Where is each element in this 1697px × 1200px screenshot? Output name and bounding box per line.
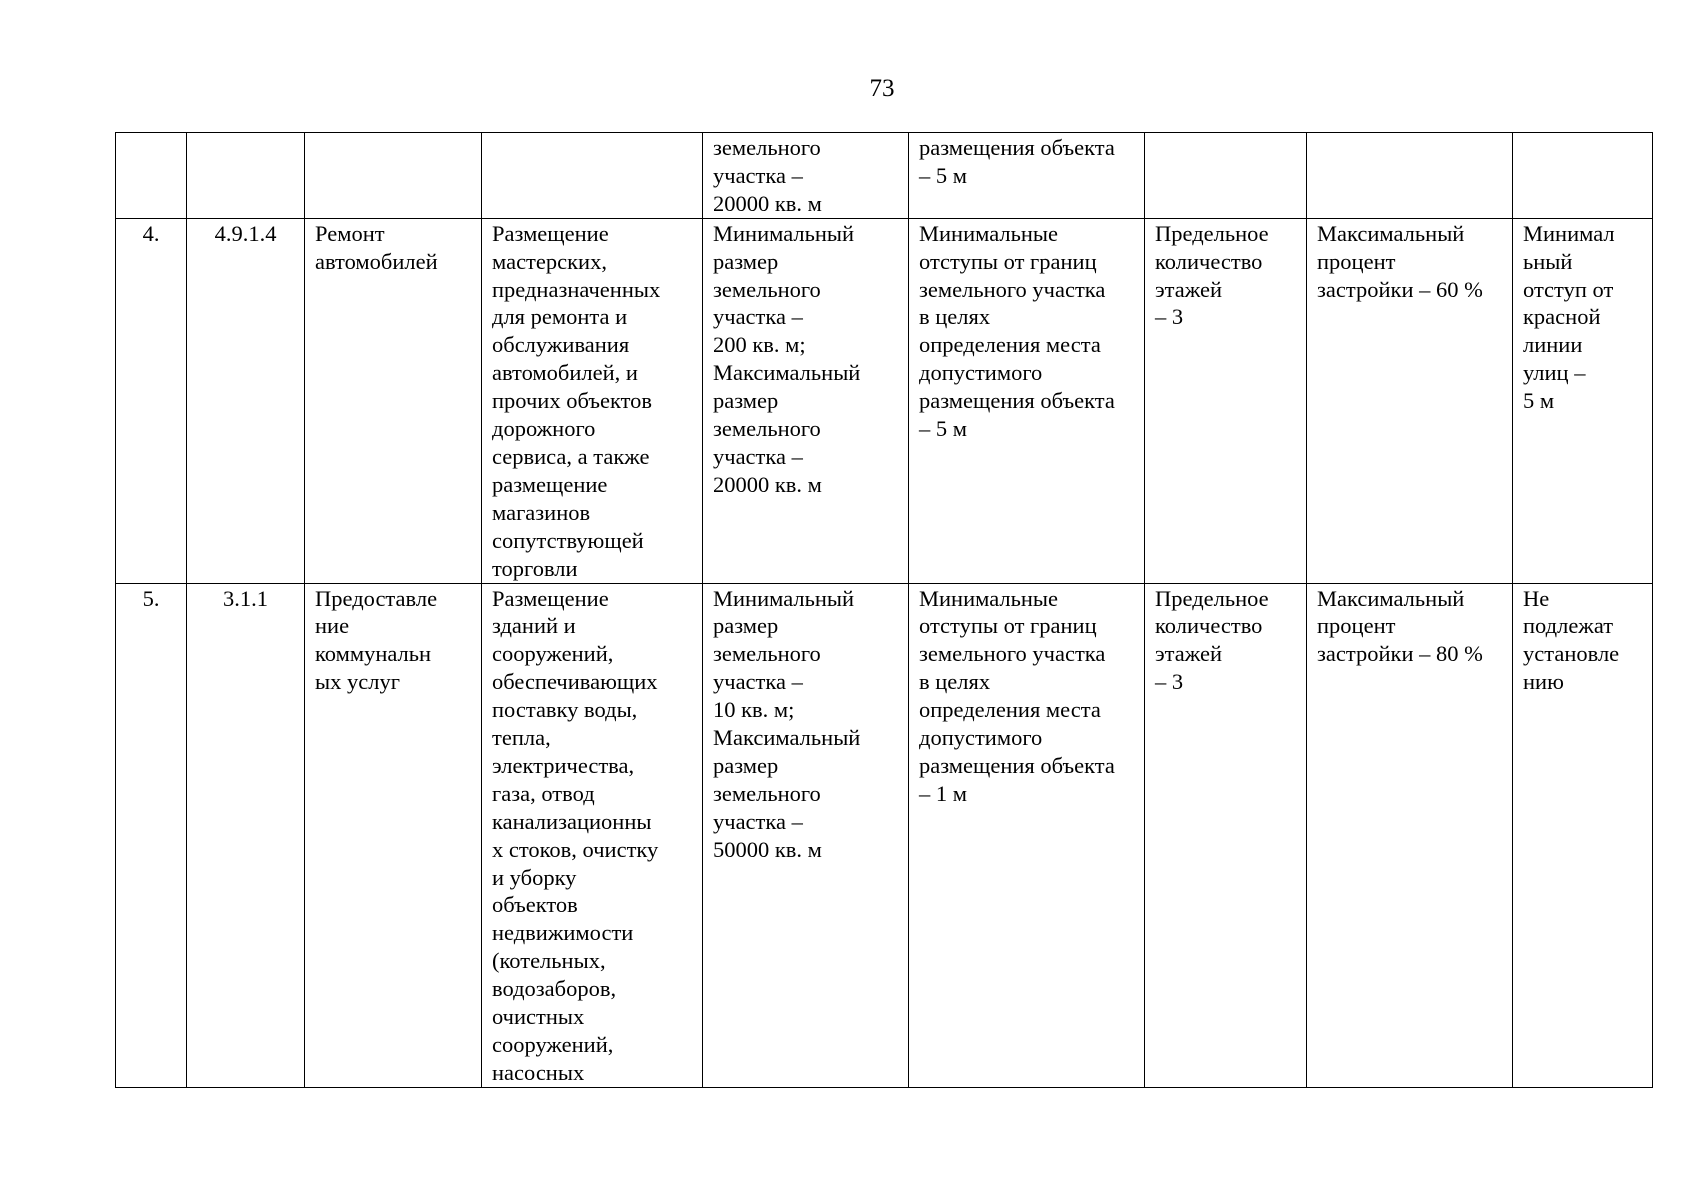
page-number: 73	[869, 75, 895, 102]
plot-size-cell: Минимальный размер земельного участка – 10 кв. м; Максимальный размер земельного участка – 50000 кв. м	[703, 583, 909, 1087]
table-row	[116, 133, 1653, 219]
extra-cell: Не подлежат установле нию	[1513, 583, 1653, 1087]
use-description-cell: Размещение мастерских, предназначенных для ремонта и обслуживания автомобилей, и прочих объектов дорожного сервиса, а также размещение магазинов сопутствующей торговли	[482, 218, 703, 583]
coverage-cell: Максимальный процент застройки – 60 %	[1307, 218, 1513, 583]
table-row	[116, 583, 1653, 1087]
floors-cell	[1145, 133, 1307, 219]
use-code-cell	[187, 133, 305, 219]
setbacks-cell: Минимальные отступы от границ земельного участка в целях определения места допустимого размещения объекта – 1 м	[909, 583, 1145, 1087]
use-name-cell	[305, 133, 482, 219]
coverage-cell: Максимальный процент застройки – 80 %	[1307, 583, 1513, 1087]
use-name-cell: Ремонт автомобилей	[305, 218, 482, 583]
table-row	[116, 218, 1653, 583]
zoning-table	[115, 132, 1653, 1088]
floors-cell: Предельное количество этажей – 3	[1145, 218, 1307, 583]
setbacks-cell: размещения объекта – 5 м	[909, 133, 1145, 219]
coverage-cell	[1307, 133, 1513, 219]
row-number-cell: 4.	[116, 218, 187, 583]
use-code-cell: 3.1.1	[187, 583, 305, 1087]
row-number-cell	[116, 133, 187, 219]
use-name-cell: Предоставле ние коммунальн ых услуг	[305, 583, 482, 1087]
use-description-cell	[482, 133, 703, 219]
extra-cell: Минимал ьный отступ от красной линии улиц – 5 м	[1513, 218, 1653, 583]
row-number-cell: 5.	[116, 583, 187, 1087]
plot-size-cell: Минимальный размер земельного участка – 200 кв. м; Максимальный размер земельного участка – 20000 кв. м	[703, 218, 909, 583]
use-description-cell: Размещение зданий и сооружений, обеспечивающих поставку воды, тепла, электричества, газа, отвод канализационны х стоков, очистку и уборку объектов недвижимости (котельных, водозаборов, очистных сооружений, насосных	[482, 583, 703, 1087]
floors-cell: Предельное количество этажей – 3	[1145, 583, 1307, 1087]
plot-size-cell: земельного участка – 20000 кв. м	[703, 133, 909, 219]
use-code-cell: 4.9.1.4	[187, 218, 305, 583]
extra-cell	[1513, 133, 1653, 219]
setbacks-cell: Минимальные отступы от границ земельного участка в целях определения места допустимого размещения объекта – 5 м	[909, 218, 1145, 583]
